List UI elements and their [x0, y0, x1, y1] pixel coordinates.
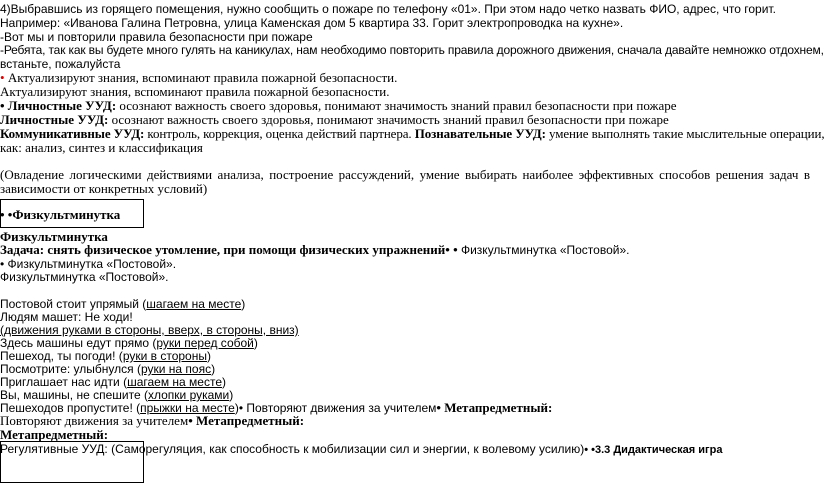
poem-7-text: Приглашает нас идти (: [0, 375, 128, 389]
text-line-conditions: зависимости от конкретных условий): [0, 181, 208, 196]
communicative-uud-text: контроль, коррекция, оценка действий партнера.: [144, 126, 415, 141]
poem-9-repeat: • Повторяют движения за учителем: [238, 401, 437, 415]
text-line-traffic-rules: -Ребята, так как вы будете много гулять на каникулах, нам необходимо повторить правила дорожного движения, сначала давайте немножко отдохнем,: [0, 43, 824, 57]
poem-9-text: Пешеходов пропустите! (: [0, 401, 141, 415]
poem-9-meta: • Метапредметный:: [436, 400, 553, 415]
personal-uud-text: осознают важность своего здоровья, понимают значимость знаний правил безопасности при пожаре: [116, 98, 677, 113]
poem-8-action: хлопки руками: [147, 388, 230, 402]
text-line-actualize-bullet: [0, 71, 704, 85]
task-label: Задача: снять физическое утомление, при помощи физических упражнений: [0, 242, 446, 257]
poem-line-2: Людям машет: Не ходи!: [0, 310, 133, 324]
poem-line-1: [0, 297, 704, 311]
personal-uud-label-2: Личностные УУД:: [0, 112, 109, 127]
poem-1-close: ): [241, 297, 246, 311]
poem-8-close: ): [229, 388, 234, 402]
poem-line-4: [0, 336, 704, 350]
poem-9-close: ): [234, 401, 239, 415]
repeat-teacher-text: Повторяют движения за учителем: [0, 413, 189, 428]
poem-4-text: Здесь машины едут прямо (: [0, 336, 157, 350]
personal-uud-label: • Личностные УУД:: [0, 98, 117, 113]
text-line-personal-uud: [0, 113, 704, 127]
text-line-repeat-teacher: [0, 414, 704, 428]
text-line-postovoy-bullet: • Физкультминутка «Постовой».: [0, 257, 177, 271]
poem-line-3: (движения руками в стороны, вверх, в стороны, вниз): [0, 323, 299, 337]
poem-line-8: [0, 388, 704, 402]
poem-6-text: Посмотрите: улыбнулся (: [0, 362, 141, 376]
bullet-red: •: [0, 70, 5, 85]
text-line-stand-up: встаньте, пожалуйста: [0, 57, 121, 71]
poem-8-text: Вы, машины, не спешите (: [0, 388, 148, 402]
regulative-uud-text: Регулятивные УУД: (Саморегуляция, как способность к мобилизации сил и энергии, к волевому усилию): [0, 442, 585, 456]
text-line-personal-uud-bullet: [0, 99, 704, 113]
poem-line-5: [0, 349, 704, 363]
communicative-uud-label: Коммуникативные УУД:: [0, 126, 145, 141]
heading-fizkultminutka: Физкультминутка: [0, 229, 108, 244]
text-line-task: [0, 243, 704, 257]
repeat-teacher-meta: • Метапредметный:: [188, 413, 305, 428]
cognitive-uud-label: Познавательные УУД:: [414, 126, 546, 141]
poem-9-action: прыжки на месте: [140, 401, 235, 415]
text-line-repeated-rules: -Вот мы и повторили правила безопасности при пожаре: [0, 30, 313, 44]
text-line-actualize: Актуализируют знания, вспоминают правила пожарной безопасности.: [0, 84, 390, 99]
cognitive-uud-text: умение выполнять такие мыслительные операции,: [545, 126, 825, 141]
didactic-game-heading: • •3.3 Дидактическая игра: [584, 444, 723, 456]
text-line-communicative-uud: [0, 126, 825, 141]
empty-box-1: [0, 199, 144, 228]
poem-line-7: [0, 375, 704, 389]
text-line-analysis: как: анализ, синтез и классификация: [0, 140, 203, 155]
poem-6-action: руки на пояс: [140, 362, 212, 376]
heading-fizkultminutka-bullets: • •Физкультминутка: [0, 207, 121, 222]
personal-uud-text-2: осознают важность своего здоровья, понимают значимость знаний правил безопасности при пожаре: [108, 112, 669, 127]
poem-5-action: руки в стороны: [122, 349, 207, 363]
poem-1-action: шагаем на месте: [146, 297, 242, 311]
poem-6-close: ): [211, 362, 216, 376]
poem-7-action: шагаем на месте: [127, 375, 223, 389]
poem-5-close: ): [206, 349, 211, 363]
poem-4-close: ): [253, 336, 258, 350]
poem-line-6: [0, 362, 704, 376]
poem-4-action: руки перед собой: [156, 336, 254, 350]
text-line-logic-actions: (Овладение логическими действиями анализа, построение рассуждений, умение выбирать наиболее эффективных способов решения задач в: [0, 167, 810, 182]
text-line-phone-report: 4)Выбравшись из горящего помещения, нужно сообщить о пожаре по телефону «01». При этом надо четко назвать ФИО, адрес, что горит.: [0, 2, 776, 16]
task-bullets: • •: [445, 242, 458, 257]
actualize-text: Актуализируют знания, вспоминают правила пожарной безопасности.: [4, 70, 398, 85]
poem-5-text: Пешеход, ты погоди! (: [0, 349, 123, 363]
empty-box-2: [0, 441, 144, 483]
text-line-postovoy: Физкультминутка «Постовой».: [0, 270, 169, 284]
heading-metapredmetny: Метапредметный:: [0, 427, 109, 442]
task-end: Физкультминутка «Постовой».: [457, 243, 630, 257]
poem-1-text: Постовой стоит упрямый (: [0, 297, 147, 311]
text-line-example: Например: «Иванова Галина Петровна, улица Каменская дом 5 квартира 33. Горит электропроводка на кухне».: [0, 16, 624, 30]
poem-7-close: ): [222, 375, 227, 389]
